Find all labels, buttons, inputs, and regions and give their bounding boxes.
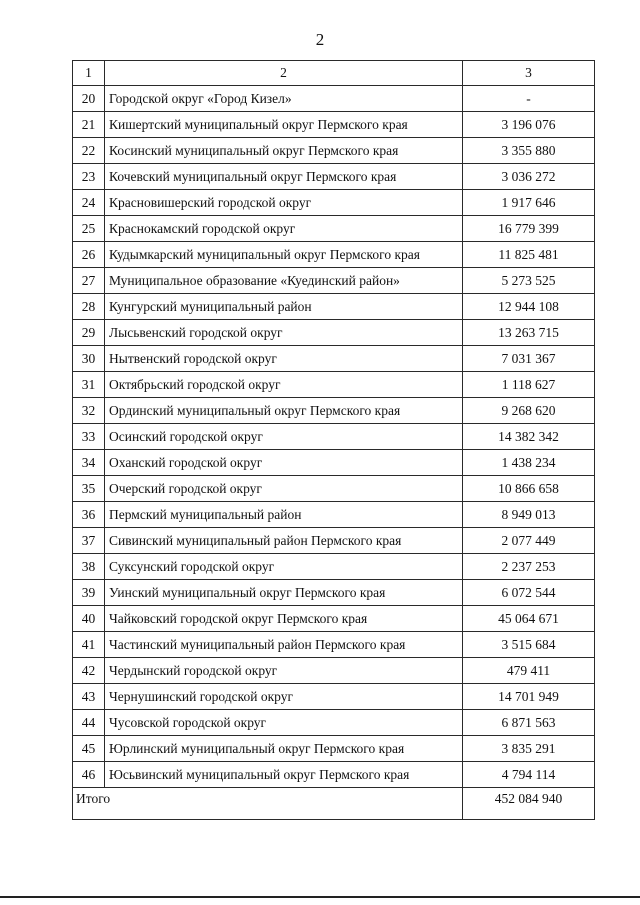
table-row	[73, 736, 595, 762]
table-row	[73, 138, 595, 164]
header-cell-3: 3	[463, 61, 595, 86]
row-number: 22	[73, 138, 105, 164]
amount-value: 1 917 646	[463, 190, 595, 216]
amount-value: 14 382 342	[463, 424, 595, 450]
municipality-name: Нытвенский городской округ	[105, 346, 463, 372]
municipality-name: Кудымкарский муниципальный округ Пермского края	[105, 242, 463, 268]
amount-value: 7 031 367	[463, 346, 595, 372]
row-number: 33	[73, 424, 105, 450]
amount-value: 14 701 949	[463, 684, 595, 710]
amount-value: 8 949 013	[463, 502, 595, 528]
table-row	[73, 580, 595, 606]
header-cell-1: 1	[73, 61, 105, 86]
total-row	[73, 788, 595, 820]
amount-value: 45 064 671	[463, 606, 595, 632]
municipality-name: Кочевский муниципальный округ Пермского края	[105, 164, 463, 190]
table-row	[73, 632, 595, 658]
amount-value: 13 263 715	[463, 320, 595, 346]
row-number: 44	[73, 710, 105, 736]
table-row	[73, 684, 595, 710]
amount-value: 9 268 620	[463, 398, 595, 424]
amount-value: 12 944 108	[463, 294, 595, 320]
table-row	[73, 164, 595, 190]
table-row	[73, 268, 595, 294]
header-cell-2: 2	[105, 61, 463, 86]
amount-value: 479 411	[463, 658, 595, 684]
table-row	[73, 398, 595, 424]
table-row	[73, 346, 595, 372]
table-row	[73, 606, 595, 632]
table-row	[73, 86, 595, 112]
row-number: 32	[73, 398, 105, 424]
municipality-name: Кишертский муниципальный округ Пермского края	[105, 112, 463, 138]
municipality-name: Осинский городской округ	[105, 424, 463, 450]
municipality-name: Чердынский городской округ	[105, 658, 463, 684]
table-row	[73, 476, 595, 502]
row-number: 46	[73, 762, 105, 788]
municipality-name: Очерский городской округ	[105, 476, 463, 502]
row-number: 43	[73, 684, 105, 710]
row-number: 40	[73, 606, 105, 632]
table-row	[73, 554, 595, 580]
municipality-name: Уинский муниципальный округ Пермского края	[105, 580, 463, 606]
amount-value: 2 077 449	[463, 528, 595, 554]
row-number: 31	[73, 372, 105, 398]
table-row	[73, 294, 595, 320]
amount-value: 2 237 253	[463, 554, 595, 580]
row-number: 34	[73, 450, 105, 476]
municipality-name: Пермский муниципальный район	[105, 502, 463, 528]
municipality-name: Красновишерский городской округ	[105, 190, 463, 216]
row-number: 28	[73, 294, 105, 320]
municipality-name: Чусовской городской округ	[105, 710, 463, 736]
amount-value: 5 273 525	[463, 268, 595, 294]
table-row	[73, 502, 595, 528]
amount-value: 3 196 076	[463, 112, 595, 138]
municipality-name: Краснокамский городской округ	[105, 216, 463, 242]
municipality-name: Чайковский городской округ Пермского края	[105, 606, 463, 632]
table-row	[73, 762, 595, 788]
municipality-name: Октябрьский городской округ	[105, 372, 463, 398]
table-row	[73, 242, 595, 268]
amount-value: 16 779 399	[463, 216, 595, 242]
amount-value: 1 118 627	[463, 372, 595, 398]
municipality-name: Сивинский муниципальный район Пермского края	[105, 528, 463, 554]
page-number: 2	[315, 30, 325, 49]
allocation-table	[72, 60, 595, 820]
total-value: 452 084 940	[463, 788, 595, 820]
municipality-name: Юсьвинский муниципальный округ Пермского края	[105, 762, 463, 788]
amount-value: 6 072 544	[463, 580, 595, 606]
row-number: 23	[73, 164, 105, 190]
table-row	[73, 424, 595, 450]
row-number: 37	[73, 528, 105, 554]
row-number: 24	[73, 190, 105, 216]
table-row	[73, 216, 595, 242]
row-number: 26	[73, 242, 105, 268]
scan-edge-line	[0, 896, 640, 898]
municipality-name: Косинский муниципальный округ Пермского края	[105, 138, 463, 164]
table-row	[73, 450, 595, 476]
municipality-name: Кунгурский муниципальный район	[105, 294, 463, 320]
amount-value: 10 866 658	[463, 476, 595, 502]
row-number: 27	[73, 268, 105, 294]
amount-value: 6 871 563	[463, 710, 595, 736]
total-label: Итого	[73, 788, 463, 820]
municipality-name: Городской округ «Город Кизел»	[105, 86, 463, 112]
table-body	[73, 61, 595, 788]
table-row	[73, 372, 595, 398]
row-number: 20	[73, 86, 105, 112]
amount-value: 1 438 234	[463, 450, 595, 476]
table-row	[73, 320, 595, 346]
municipality-name: Суксунский городской округ	[105, 554, 463, 580]
row-number: 42	[73, 658, 105, 684]
table-row	[73, 658, 595, 684]
amount-value: 4 794 114	[463, 762, 595, 788]
amount-value: 11 825 481	[463, 242, 595, 268]
amount-value: 3 835 291	[463, 736, 595, 762]
table-row	[73, 528, 595, 554]
row-number: 25	[73, 216, 105, 242]
amount-value: 3 515 684	[463, 632, 595, 658]
row-number: 45	[73, 736, 105, 762]
municipality-name: Лысьвенский городской округ	[105, 320, 463, 346]
municipality-name: Чернушинский городской округ	[105, 684, 463, 710]
table-row	[73, 112, 595, 138]
municipality-name: Частинский муниципальный район Пермского края	[105, 632, 463, 658]
table-row	[73, 190, 595, 216]
amount-value: 3 036 272	[463, 164, 595, 190]
municipality-name: Муниципальное образование «Куединский район»	[105, 268, 463, 294]
row-number: 38	[73, 554, 105, 580]
row-number: 29	[73, 320, 105, 346]
municipality-name: Оханский городской округ	[105, 450, 463, 476]
row-number: 35	[73, 476, 105, 502]
row-number: 41	[73, 632, 105, 658]
row-number: 21	[73, 112, 105, 138]
municipality-name: Юрлинский муниципальный округ Пермского края	[105, 736, 463, 762]
row-number: 36	[73, 502, 105, 528]
table-header-row	[73, 61, 595, 86]
row-number: 30	[73, 346, 105, 372]
row-number: 39	[73, 580, 105, 606]
municipality-name: Ординский муниципальный округ Пермского края	[105, 398, 463, 424]
amount-value: -	[463, 86, 595, 112]
amount-value: 3 355 880	[463, 138, 595, 164]
table-row	[73, 710, 595, 736]
